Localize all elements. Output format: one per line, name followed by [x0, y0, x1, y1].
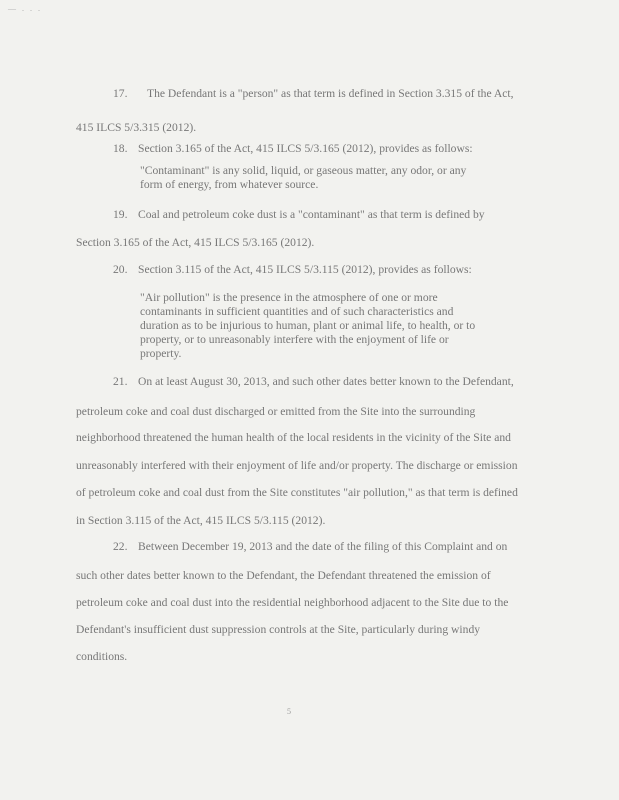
paragraph-19-number: 19. [113, 208, 128, 221]
paragraph-22-line-2: such other dates better known to the Defendant, the Defendant threatened the emission of [76, 569, 491, 582]
paragraph-21-line-1: On at least August 30, 2013, and such other dates better known to the Defendant, [138, 375, 514, 388]
paragraph-17-line-2: 415 ILCS 5/3.315 (2012). [76, 121, 197, 134]
paragraph-21-line-6: in Section 3.115 of the Act, 415 ILCS 5/3.115 (2012). [76, 514, 326, 527]
paragraph-21-line-3: neighborhood threatened the human health of the local residents in the vicinity of the Site and [76, 431, 511, 444]
paragraph-21-line-4: unreasonably interfered with their enjoyment of life and/or property. The discharge or emission [76, 459, 518, 472]
paragraph-20-quote-line-4: property, or to unreasonably interfere with the enjoyment of life or [140, 333, 449, 346]
paragraph-22-number: 22. [113, 540, 128, 553]
paragraph-22-line-1: Between December 19, 2013 and the date of the filing of this Complaint and on [138, 540, 508, 553]
paragraph-17-number: 17. [113, 87, 128, 100]
paragraph-21-number: 21. [113, 375, 128, 388]
paragraph-18-line-1: Section 3.165 of the Act, 415 ILCS 5/3.165 (2012), provides as follows: [138, 142, 473, 155]
paragraph-20-quote-line-2: contaminants in sufficient quantities and of such characteristics and [140, 305, 454, 318]
paragraph-18-quote-line-1: "Contaminant" is any solid, liquid, or gaseous matter, any odor, or any [140, 164, 467, 177]
paragraph-21-line-5: of petroleum coke and coal dust from the Site constitutes "air pollution," as that term is defined [76, 486, 518, 499]
page-number: 5 [287, 707, 291, 716]
scan-header-marks: — . . . [8, 4, 42, 13]
paragraph-17-line-1: The Defendant is a "person" as that term is defined in Section 3.315 of the Act, [147, 87, 514, 100]
paragraph-21-line-2: petroleum coke and coal dust discharged or emitted from the Site into the surrounding [76, 405, 476, 418]
paragraph-20-number: 20. [113, 263, 128, 276]
paragraph-22-line-5: conditions. [76, 650, 128, 663]
paragraph-18-number: 18. [113, 142, 128, 155]
paragraph-22-line-3: petroleum coke and coal dust into the residential neighborhood adjacent to the Site due to the [76, 596, 509, 609]
paragraph-20-line-1: Section 3.115 of the Act, 415 ILCS 5/3.115 (2012), provides as follows: [138, 263, 472, 276]
paragraph-19-line-2: Section 3.165 of the Act, 415 ILCS 5/3.165 (2012). [76, 236, 315, 249]
paragraph-20-quote-line-5: property. [140, 347, 182, 360]
paragraph-22-line-4: Defendant's insufficient dust suppression controls at the Site, particularly during windy [76, 623, 481, 636]
paragraph-18-quote-line-2: form of energy, from whatever source. [140, 178, 319, 191]
paragraph-19-line-1: Coal and petroleum coke dust is a "contaminant" as that term is defined by [138, 208, 485, 221]
paragraph-20-quote-line-1: "Air pollution" is the presence in the atmosphere of one or more [140, 291, 438, 304]
paragraph-20-quote-line-3: duration as to be injurious to human, plant or animal life, to health, or to [140, 319, 476, 332]
